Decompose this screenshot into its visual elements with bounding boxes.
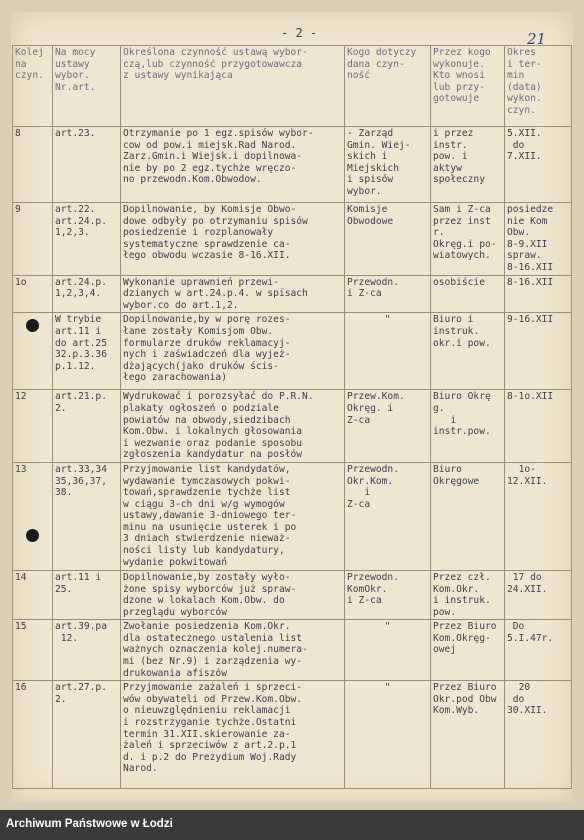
row-who: " [345, 313, 431, 390]
table-row [13, 127, 572, 203]
table-row [13, 620, 572, 681]
table-row [13, 313, 572, 390]
row-no [13, 313, 53, 390]
row-term: 9-16.XII [505, 313, 572, 390]
row-no: 16 [13, 681, 53, 789]
row-no: 13 [13, 462, 53, 570]
header-cell: Kogo dotyczy dana czyn- ność [345, 46, 431, 127]
row-term: posiedze nie Kom Obw. 8-9.XII spraw. 8-16.XII [505, 203, 572, 276]
row-by: osobiście [431, 275, 505, 313]
row-term: 17 do 24.XII. [505, 570, 572, 619]
table-row [13, 462, 572, 570]
row-who: Przewodn. Okr.Kom. i Z-ca [345, 462, 431, 570]
row-term: 20 do 30.XII. [505, 681, 572, 789]
row-term: Do 5.I.47r. [505, 620, 572, 681]
row-desc: Zwołanie posiedzenia Kom.Okr. dla ostatecznego ustalenia list ważnych oznaczenia kolej.numera- mi (bez Nr.9) i zarządzenia wy- drukowania afiszów [121, 620, 345, 681]
row-desc: Przyjmowanie zażaleń i sprzeci- wów obywateli od Przew.Kom.Obw. o nieuwzględnieniu reklamacji i rozstrzyganie tychże.Ostatni termin 31.XII.skierowanie za- żaleń i sprzeciwów z art.2.p.1 d. i p.2 do Prezydium Woj.Rady Narod. [121, 681, 345, 789]
row-who: Komisje Obwodowe [345, 203, 431, 276]
header-cell: Określona czynność ustawą wybor- czą,lub czynność przygotowawcza z ustawy wynikająca [121, 46, 345, 127]
row-no: 1o [13, 275, 53, 313]
page-number: - 2 - [281, 26, 318, 40]
row-art: W trybie art.11 i do art.25 32.p.3.36 p.1.12. [53, 313, 121, 390]
row-art: art.11 i 25. [53, 570, 121, 619]
folio-number: 21 [527, 30, 547, 48]
archive-name: Archiwum Państwowe w Łodzi [6, 818, 173, 830]
row-no: 8 [13, 127, 53, 203]
row-art: art.21.p. 2. [53, 390, 121, 463]
row-by: Przez Biuro Kom.Okręg- owej [431, 620, 505, 681]
row-no: 15 [13, 620, 53, 681]
row-who: " [345, 620, 431, 681]
row-art: art.24.p. 1,2,3,4. [53, 275, 121, 313]
table-row [13, 275, 572, 313]
row-term: 8-16.XII [505, 275, 572, 313]
row-term: 5.XII. do 7.XII. [505, 127, 572, 203]
row-desc: Otrzymanie po 1 egz.spisów wybor- cow od pow.i miejsk.Rad Narod. Zarz.Gmin.i Wiejsk.i dopilnowa- nie by po 2 egz.tychże wręczo- no przewodn.Kom.Obwodow. [121, 127, 345, 203]
row-by: i przez instr. pow. i aktyw społeczny [431, 127, 505, 203]
row-by: Biuro i instruk. okr.i pow. [431, 313, 505, 390]
header-cell: Przez kogo wykonuje. Kto wnosi lub przy- gotowuje [431, 46, 505, 127]
row-desc: Dopilnowanie,by zostały wyło- żone spisy wyborców już spraw- dzone w lokalach Kom.Obw. do przeglądu wyborców [121, 570, 345, 619]
row-by: Biuro Okręg. i instr.pow. [431, 390, 505, 463]
row-desc: Wykonanie uprawnień przewi- dzianych w art.24.p.4. w spisach wybor.co do art.1,2. [121, 275, 345, 313]
row-by: Biuro Okręgowe [431, 462, 505, 570]
row-desc: Dopilnowanie, by Komisje Obwo- dowe odbyły po otrzymaniu spisów posiedzenie i rozplanowały systematyczne sprawdzenie ca- łego obwodu wczasie 8-16.XII. [121, 203, 345, 276]
row-desc: Dopilnowanie,by w porę rozes- łane zostały Komisjom Obw. formularze druków reklamacyj- nych i zaświadczeń dla wyjeż- dżających(jako druków ścis- łego zarachowania) [121, 313, 345, 390]
row-art: art.33,34 35,36,37, 38. [53, 462, 121, 570]
row-who: - Zarząd Gmin. Wiej- skich i Miejskich i spisów wybor. [345, 127, 431, 203]
row-who: Przewodn. i Z-ca [345, 275, 431, 313]
row-art: art.23. [53, 127, 121, 203]
row-desc: Wydrukować i porozsyłać do P.R.N. plakaty ogłoszeń o podziale powiatów na obwody,siedzibach Kom.Obw. i lokalnych głosowania i wezwanie oraz podanie sposobu zgłoszenia kandydatur na posłów [121, 390, 345, 463]
table-header-row [13, 46, 572, 127]
header-cell: Na mocy ustawy wybor. Nr.art. [53, 46, 121, 127]
row-no: 14 [13, 570, 53, 619]
row-who: Przew.Kom. Okręg. i Z-ca [345, 390, 431, 463]
row-no: 9 [13, 203, 53, 276]
row-term: 1o- 12.XII. [505, 462, 572, 570]
election-schedule-table [12, 45, 572, 789]
row-desc: Przyjmowanie list kandydatów, wydawanie tymczasowych pokwi- towań,sprawdzenie tychże list w ciągu 3-ch dni w/g wymogów ustawy,dawanie 3-dniowego ter- minu na usunięcie usterek i po 3 dniach stwierdzenie nieważ- ności listy lub kandydatury, wydanie pokwitowań [121, 462, 345, 570]
table-row [13, 681, 572, 789]
row-art: art.39.pa 12. [53, 620, 121, 681]
row-by: Przez czł. Kom.Okr. i instruk. pow. [431, 570, 505, 619]
table-row [13, 203, 572, 276]
row-no: 12 [13, 390, 53, 463]
row-who: Przewodn. KomOkr. i Z-ca [345, 570, 431, 619]
archive-footer [0, 810, 584, 840]
row-who: " [345, 681, 431, 789]
header-cell: Okres i ter- min (data) wykon. czyn. [505, 46, 572, 127]
row-art: art.22. art.24.p. 1,2,3. [53, 203, 121, 276]
row-by: Przez Biuro Okr.pod Obw Kom.Wyb. [431, 681, 505, 789]
row-term: 8-1o.XII [505, 390, 572, 463]
row-art: art.27.p. 2. [53, 681, 121, 789]
table-row [13, 570, 572, 619]
header-cell: Kolej na czyn. [13, 46, 53, 127]
table-row [13, 390, 572, 463]
row-by: Sam i Z-ca przez instr. Okręg.i po- wiatowych. [431, 203, 505, 276]
